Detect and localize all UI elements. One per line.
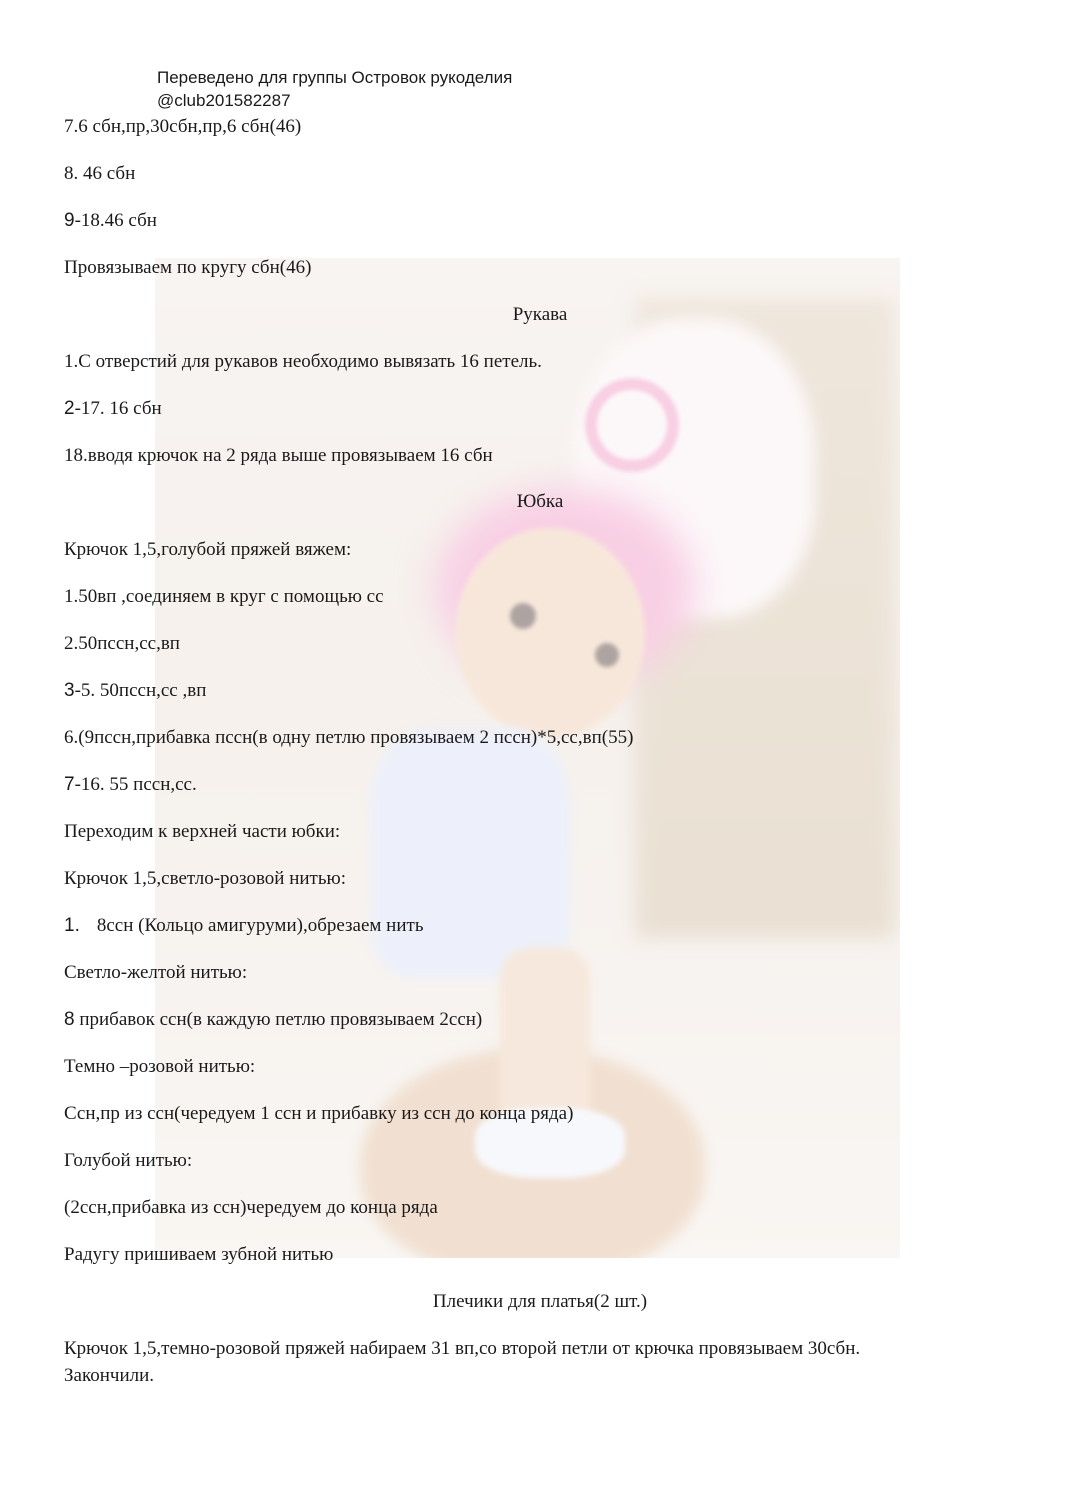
sleeve-row-18: 18.вводя крючок на 2 ряда выше провязываем 16 сбн <box>64 445 493 466</box>
yellow-yarn-label: Светло-желтой нитью: <box>64 962 248 983</box>
skirt-row-6: 6.(9пссн,прибавка пссн(в одну петлю провязываем 2 пссн)*5,сс,вп(55) <box>64 727 634 748</box>
row-text: -16. 55 пссн,сс. <box>74 774 197 795</box>
alternate-row-2: (2ссн,прибавка из ссн)чередуем до конца ряда <box>64 1197 438 1218</box>
skirt-row-3-5 <box>64 679 206 703</box>
skirt-top-row-1 <box>64 914 423 938</box>
credit-line-2: @club201582287 <box>157 91 291 110</box>
translation-credit <box>157 66 512 112</box>
straps-instruction: Крючок 1,5,темно-розовой пряжей набираем 31 вп,со второй петли от крючка провязываем 30сбн. <box>64 1338 861 1359</box>
sleeve-row-2-17 <box>64 397 162 421</box>
row-text: прибавок ссн(в каждую петлю провязываем 2ссн) <box>74 1009 483 1030</box>
dark-pink-yarn-label: Темно –розовой нитью: <box>64 1056 256 1077</box>
section-heading-skirt: Юбка <box>516 491 564 512</box>
row-text: -18.46 сбн <box>74 210 157 231</box>
round-instruction: Провязываем по кругу сбн(46) <box>64 257 312 278</box>
blue-yarn-label: Голубой нитью: <box>64 1150 193 1171</box>
row-text: 8ссн (Кольцо амигуруми),обрезаем нить <box>96 915 424 936</box>
row-number: 7 <box>64 774 75 795</box>
row-text: -17. 16 сбн <box>74 398 162 419</box>
row-8: 8. 46 сбн <box>64 163 136 184</box>
row-7: 7.6 сбн,пр,30сбн,пр,6 сбн(46) <box>64 116 302 137</box>
skirt-intro: Крючок 1,5,голубой пряжей вяжем: <box>64 539 352 560</box>
skirt-row-7-16 <box>64 773 197 797</box>
section-heading-straps: Плечики для платья(2 шт.) <box>432 1291 648 1312</box>
sleeve-row-1: 1.С отверстий для рукавов необходимо вывязать 16 петель. <box>64 351 542 372</box>
increase-row <box>64 1008 482 1032</box>
alternate-row: Ссн,пр из ссн(чередуем 1 ссн и прибавку из ссн до конца ряда) <box>64 1103 574 1124</box>
row-number: 2 <box>64 398 75 419</box>
sew-rainbow: Радугу пришиваем зубной нитью <box>64 1244 334 1265</box>
skirt-top-intro: Переходим к верхней части юбки: <box>64 821 341 842</box>
row-number: 3 <box>64 680 75 701</box>
row-number: 1. <box>64 915 80 936</box>
credit-line-1: Переведено для группы Островок рукоделия <box>157 68 513 87</box>
finished-note: Закончили. <box>64 1365 155 1386</box>
skirt-row-1: 1.50вп ,соединяем в круг с помощью сс <box>64 586 384 607</box>
row-text: -5. 50пссн,сс ,вп <box>74 680 207 701</box>
row-9-18 <box>64 209 157 233</box>
row-number: 9 <box>64 210 75 231</box>
skirt-top-hook: Крючок 1,5,светло-розовой нитью: <box>64 868 346 889</box>
section-heading-sleeves: Рукава <box>512 304 568 325</box>
row-number: 8 <box>64 1009 75 1030</box>
skirt-row-2: 2.50пссн,сс,вп <box>64 633 180 654</box>
